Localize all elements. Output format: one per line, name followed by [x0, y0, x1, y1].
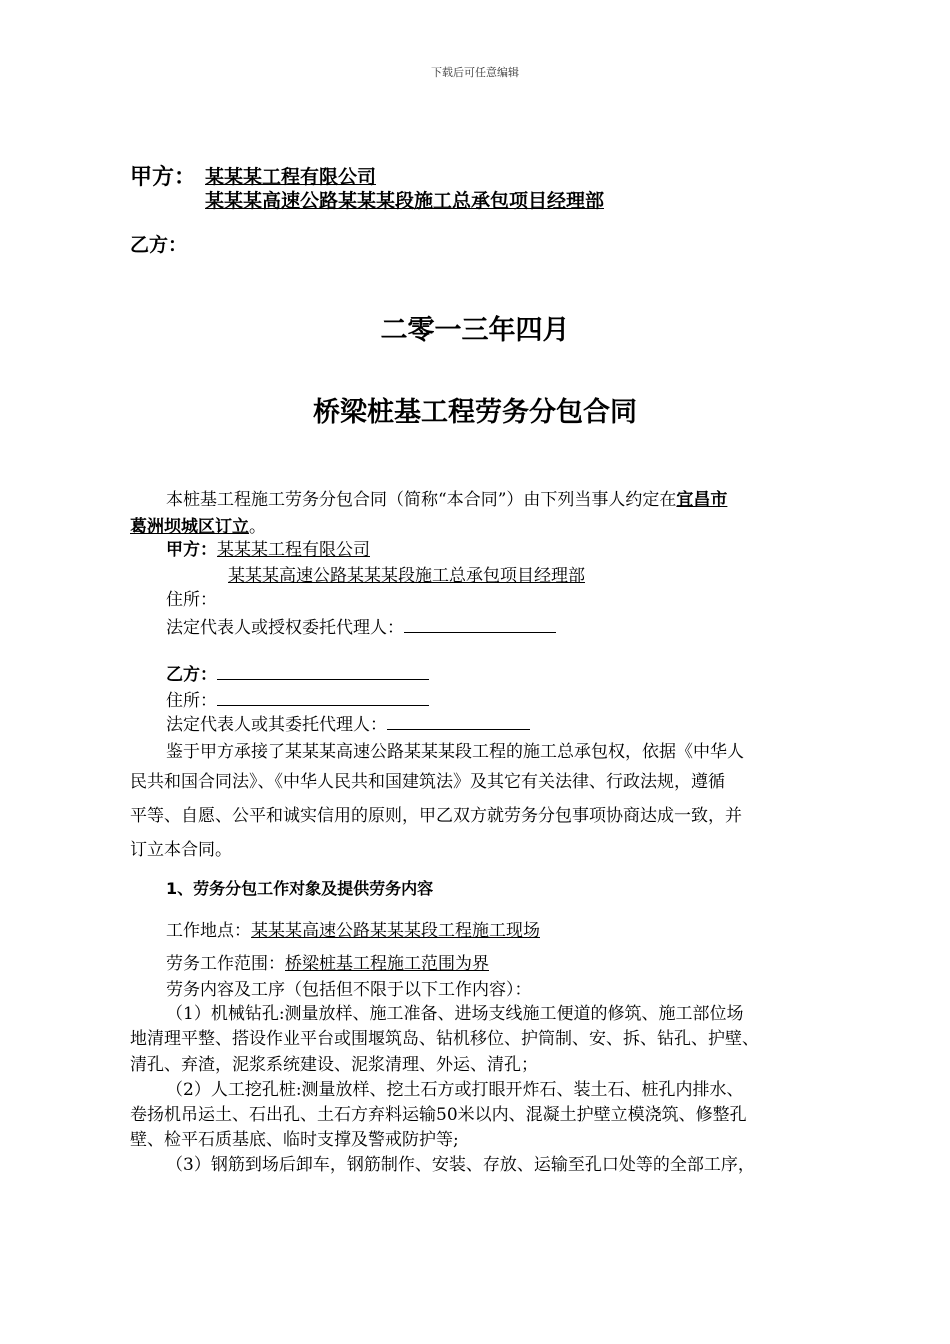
intro-place-2: 葛洲坝城区订立 [130, 517, 249, 537]
content-intro: 劳务内容及工序（包括但不限于以下工作内容）： [166, 980, 532, 1000]
item-1-line-2: 地清理平整、搭设作业平台或围堰筑岛、钻机移位、护筒制、安、拆、钻孔、护壁、 [130, 1029, 759, 1049]
preamble-line-4: 订立本合同。 [130, 840, 232, 860]
work-location-label: 工作地点： [166, 921, 251, 941]
party-a-rep-blank[interactable] [404, 614, 556, 633]
party-a-rep-label: 法定代表人或授权委托代理人： [166, 618, 404, 638]
item-2-line-1: （2）人工挖孔桩:测量放样、挖土石方或打眼开炸石、装土石、桩孔内排水、 [166, 1080, 744, 1100]
party-a-label: 甲方： [166, 540, 217, 560]
party-b-address-blank[interactable] [217, 687, 429, 706]
party-a-address-label: 住所： [166, 590, 217, 610]
party-b-line [166, 661, 429, 690]
intro-text: 本桩基工程施工劳务分包合同（简称“本合同”）由下列当事人约定在 [166, 490, 677, 510]
preamble-line-1: 鉴于甲方承接了某某某高速公路某某某段工程的施工总承包权，依据《中华人 [166, 742, 744, 762]
party-a-name: 某某某工程有限公司 [217, 540, 370, 560]
party-b-rep-line [166, 711, 530, 740]
item-2-line-3: 壁、检平石质基底、临时支撑及警戒防护等; [130, 1130, 459, 1150]
cover-party-b-label: 乙方： [130, 234, 188, 256]
party-a-line [166, 536, 370, 565]
header-note: 下载后可任意编辑 [431, 66, 519, 79]
party-b-rep-label: 法定代表人或其委托代理人： [166, 715, 387, 735]
preamble-line-3: 平等、自愿、公平和诚实信用的原则，甲乙双方就劳务分包事项协商达成一致，并 [130, 806, 742, 826]
intro-end: 。 [249, 517, 266, 537]
cover-party-a-dept: 某某某高速公路某某某段施工总承包项目经理部 [205, 190, 605, 212]
work-scope-line [166, 950, 489, 979]
item-2-line-2: 卷扬机吊运土、石出孔、土石方弃料运输50米以内、混凝土护壁立模浇筑、修整孔 [130, 1105, 747, 1125]
party-b-label: 乙方： [166, 665, 217, 685]
intro-place-1: 宜昌市 [676, 490, 728, 510]
party-a-rep-line [166, 614, 556, 643]
cover-party-a-name: 某某某工程有限公司 [205, 166, 377, 188]
section-1-heading: 1、劳务分包工作对象及提供劳务内容 [166, 879, 434, 898]
cover-date: 二零一三年四月 [380, 315, 570, 346]
work-scope-label: 劳务工作范围： [166, 954, 285, 974]
party-b-address-label: 住所： [166, 691, 217, 711]
item-1-line-1: （1）机械钻孔:测量放样、施工准备、进场支线施工便道的修筑、施工部位场 [166, 1004, 744, 1024]
intro-line-1 [166, 486, 727, 515]
contract-title: 桥梁桩基工程劳务分包合同 [313, 397, 637, 428]
work-location-value: 某某某高速公路某某某段工程施工现场 [251, 921, 540, 941]
item-3-line-1: （3）钢筋到场后卸车，钢筋制作、安装、存放、运输至孔口处等的全部工序， [166, 1155, 755, 1175]
party-a-dept: 某某某高速公路某某某段施工总承包项目经理部 [228, 566, 585, 586]
preamble-line-2: 民共和国合同法》、《中华人民共和国建筑法》及其它有关法律、行政法规，遵循 [130, 772, 725, 792]
cover-party-a-label: 甲方： [130, 165, 197, 190]
party-b-name-blank[interactable] [217, 661, 429, 680]
party-b-rep-blank[interactable] [387, 711, 530, 730]
item-1-line-3: 清孔、弃渣，泥浆系统建设、泥浆清理、外运、清孔； [130, 1055, 538, 1075]
work-scope-value: 桥梁桩基工程施工范围为界 [285, 954, 489, 974]
work-location-line [166, 917, 540, 946]
